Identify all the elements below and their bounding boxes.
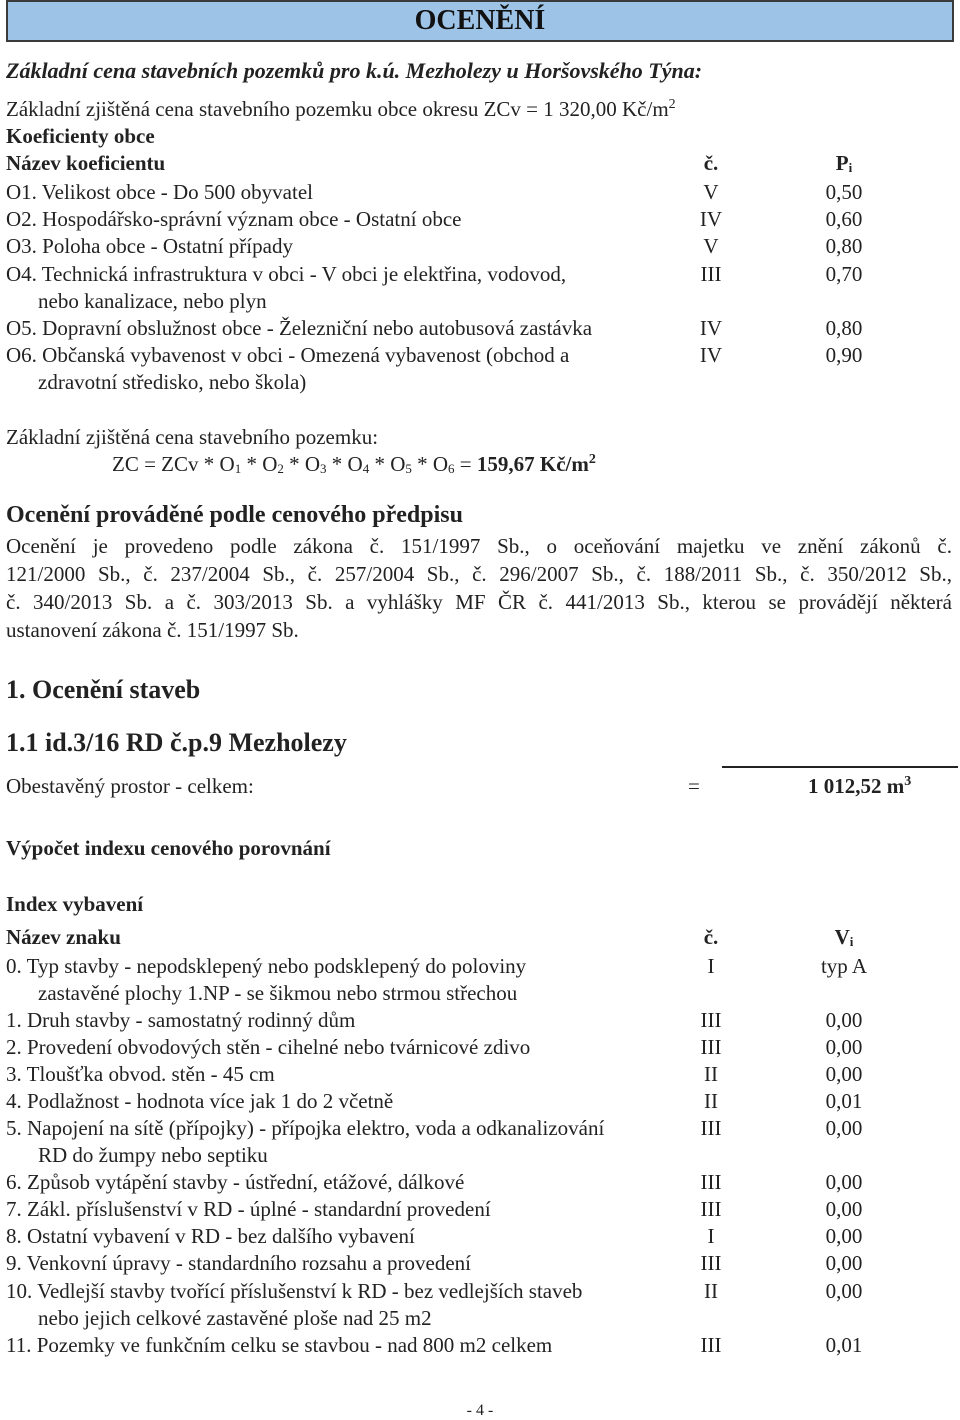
base-price-sup: 2 <box>668 97 676 112</box>
coef-row: O5. Dopravní obslužnost obce - Železniční nebo autobusová zastávka IV 0,80 <box>6 316 863 340</box>
result-formula: ZC = ZCv * O1 * O2 * O3 * O4 * O5 * O6 = 159,67 $Kč/m^2$ <box>112 452 596 476</box>
page-number: - 4 - <box>466 1402 494 1419</box>
equip-row-cont: nebo jejich celkové zastavěné ploše nad 25 m2 <box>38 1306 432 1330</box>
coef-row-cont: zdravotní středisko, nebo škola) <box>38 370 307 394</box>
coef-row: O1. Velikost obce - Do 500 obyvatel V 0,50 <box>6 180 863 204</box>
equip-row: 8. Ostatní vybavení v RD - bez dalšího vybavení I 0,00 <box>6 1224 863 1248</box>
coef-title: Koeficienty obce <box>6 124 155 148</box>
regulation-para-line: č. 340/2013 Sb. a č. 303/2013 Sb. a vyhlášky MF ČR č. 441/2013 Sb., kterou se provádějí některá <box>6 590 952 614</box>
equip-row: 1. Druh stavby - samostatný rodinný dům III 0,00 <box>6 1008 863 1032</box>
document-page <box>6 0 954 1419</box>
equip-row: 11. Pozemky ve funkčním celku se stavbou - nad 800 m2 celkem III 0,01 <box>6 1333 863 1357</box>
base-price-text: Základní zjištěná cena stavebního pozemku obce okresu ZCv = 1 320,00 Kč/m <box>6 97 669 121</box>
land-price-heading: Základní cena stavebních pozemků pro k.ú. Mezholezy u Horšovského Týna: <box>6 58 703 83</box>
coef-col-c: č. <box>703 151 719 175</box>
regulation-para-line: 121/2000 Sb., č. 237/2004 Sb., č. 257/2004 Sb., č. 296/2007 Sb., č. 188/2011 Sb., č. 350/2012 Sb., <box>6 562 952 586</box>
equip-row-cont: zastavěné plochy 1.NP - se šikmou nebo strmou střechou <box>38 981 518 1005</box>
equip-table-header <box>6 925 954 952</box>
coef-table-header <box>6 151 954 178</box>
equip-row: 5. Napojení na sítě (přípojky) - přípojka elektro, voda a odkanalizování III 0,00 <box>6 1116 863 1140</box>
result-value: 159,67 Kč/m <box>476 452 589 476</box>
coef-row: O2. Hospodářsko-správní význam obce - Ostatní obce IV 0,60 <box>6 207 863 231</box>
volume-value: 1 012,52 $m^3$ <box>808 774 912 798</box>
coef-col-name: Název koeficientu <box>6 151 166 175</box>
coef-row: O6. Občanská vybavenost v obci - Omezená vybavenost (obchod a IV 0,90 <box>6 343 863 367</box>
building-subheading: 1.1 id.3/16 RD č.p.9 Mezholezy <box>6 728 347 757</box>
volume-equals: = <box>688 774 700 798</box>
page-title-bar <box>6 0 954 42</box>
coef-row: O4. Technická infrastruktura v obci - V obci je elektřina, vodovod, III 0,70 <box>6 262 863 286</box>
section-heading-buildings: 1. Ocenění staveb <box>6 675 201 704</box>
coef-row: O3. Poloha obce - Ostatní případy V 0,80 <box>6 234 863 258</box>
regulation-para-line: ustanovení zákona č. 151/1997 Sb. <box>6 618 299 642</box>
equip-col-v: Vi <box>834 925 854 949</box>
base-price-line <box>6 97 676 122</box>
coef-col-p: Pi <box>835 151 853 175</box>
equip-row: 4. Podlažnost - hodnota více jak 1 do 2 včetně II 0,01 <box>6 1089 863 1113</box>
equipment-index-heading: Index vybavení <box>6 892 144 916</box>
page-title: OCENĚNÍ <box>414 5 546 36</box>
equip-row: 10. Vedlejší stavby tvořící příslušenství k RD - bez vedlejších staveb II 0,00 <box>6 1279 863 1303</box>
equip-row: 6. Způsob vytápění stavby - ústřední, etážové, dálkové III 0,00 <box>6 1170 863 1194</box>
coef-row-cont: nebo kanalizace, nebo plyn <box>38 289 267 313</box>
equip-row-cont: RD do žumpy nebo septiku <box>38 1143 268 1167</box>
equip-col-c: č. <box>703 925 719 949</box>
index-heading: Výpočet indexu cenového porovnání <box>6 836 331 860</box>
equip-row: 9. Venkovní úpravy - standardního rozsahu a provedení III 0,00 <box>6 1251 863 1275</box>
equip-row: 2. Provedení obvodových stěn - cihelné nebo tvárnicové zdivo III 0,00 <box>6 1035 863 1059</box>
equip-col-name: Název znaku <box>6 925 121 949</box>
equip-row: 0. Typ stavby - nepodsklepený nebo podsklepený do poloviny I typ A <box>6 954 868 978</box>
result-label: Základní zjištěná cena stavebního pozemku: <box>6 425 379 449</box>
regulation-heading: Ocenění prováděné podle cenového předpisu <box>6 502 463 528</box>
regulation-para-line: Ocenění je provedeno podle zákona č. 151/1997 Sb., o oceňování majetku ve znění zákonů č. <box>6 534 952 558</box>
equip-row: 3. Tloušťka obvod. stěn - 45 cm II 0,00 <box>6 1062 863 1086</box>
volume-underline <box>722 766 958 768</box>
volume-label: Obestavěný prostor - celkem: <box>6 774 254 798</box>
equip-row: 7. Zákl. příslušenství v RD - úplné - standardní provedení III 0,00 <box>6 1197 863 1221</box>
